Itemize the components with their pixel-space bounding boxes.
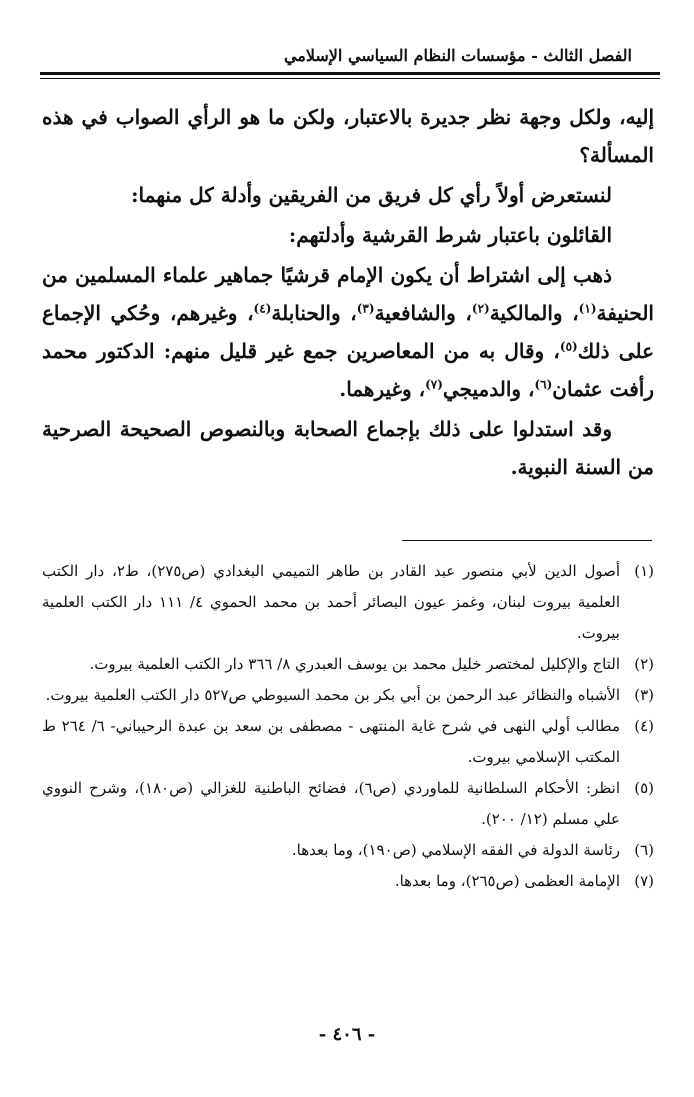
text-run: ، والحنابلة <box>271 301 357 325</box>
footnote-number: (٢) <box>634 655 654 673</box>
footnote-ref-7: (٧) <box>425 377 443 392</box>
text-run: ذهب إلى اشتراط أن يكون الإمام قرشيًا جماهير علماء المسلمين من الحنيفة <box>42 263 654 325</box>
text-run: ، والمالكية <box>489 301 579 325</box>
footnote-text: الإمامة العظمى (ص٢٦٥)، وما بعدها. <box>394 872 620 890</box>
footnote <box>42 835 654 866</box>
footnote-text: أصول الدين لأبي منصور عبد القادر بن طاهر التميمي البغدادي (ص٢٧٥)، ط٢، دار الكتب العلمية بيروت لبنان، وغمز عيون البصائر أحمد بن محمد الحموي ٤/ ١١١ دار الكتب العلمية بيروت. <box>42 562 620 642</box>
footnote-ref-5: (٥) <box>559 339 578 354</box>
paragraph-scholars <box>42 256 654 408</box>
footnote-ref-6: (٦) <box>534 377 553 392</box>
text-run: ، وقال به من المعاصرين جمع غير قليل منهم: الدكتور محمد رأفت عثمان <box>42 339 654 401</box>
footnote <box>42 866 654 897</box>
footnote <box>42 649 654 680</box>
footnote <box>42 773 654 835</box>
section-heading: القائلون باعتبار شرط القرشية وأدلتهم: <box>288 223 612 247</box>
footnote-ref-4: (٤) <box>253 301 272 316</box>
main-text <box>42 98 654 486</box>
paragraph-continuation: إليه، ولكل وجهة نظر جديرة بالاعتبار، ولكن ما هو الرأي الصواب في هذه المسألة؟ <box>42 105 654 167</box>
footnote-ref-2: (٢) <box>471 301 490 316</box>
footnote-number: (٣) <box>634 686 654 704</box>
footnote-ref-1: (١) <box>578 301 597 316</box>
text-run: ، والدميجي <box>442 377 535 401</box>
footnote-number: (٥) <box>634 779 654 797</box>
footnotes <box>42 556 654 897</box>
footnote-number: (٦) <box>634 841 654 859</box>
footnote <box>42 556 654 649</box>
footnote-text: مطالب أولي النهى في شرح غاية المنتهى - مصطفى بن سعد بن عبدة الرحيباني- ٦/ ٢٦٤ ط المكتب الإسلامي بيروت. <box>42 717 620 766</box>
footnote-number: (٤) <box>634 717 654 735</box>
footnote <box>42 711 654 773</box>
paragraph-evidence: وقد استدلوا على ذلك بإجماع الصحابة وبالنصوص الصحيحة الصرحية من السنة النبوية. <box>42 417 654 479</box>
footnote <box>42 680 654 711</box>
header-rule <box>40 72 660 75</box>
text-run: ، وغيرهما. <box>339 377 426 401</box>
paragraph-intro: لنستعرض أولاً رأي كل فريق من الفريقين وأدلة كل منهما: <box>131 183 612 207</box>
footnote-text: الأشباه والنظائر عبد الرحمن بن أبي بكر بن محمد السيوطي ص٥٢٧ دار الكتب العلمية بيروت. <box>45 686 620 704</box>
footnote-text: رئاسة الدولة في الفقه الإسلامي (ص١٩٠)، وما بعدها. <box>291 841 620 859</box>
header-rule-secondary <box>40 78 660 79</box>
text-run: ، والشافعية <box>374 301 472 325</box>
footnote-text: انظر: الأحكام السلطانية للماوردي (ص٦)، فضائح الباطنية للغزالي (ص١٨٠)، وشرح النووي علي مسلم (١٢/ ٢٠٠). <box>42 779 620 828</box>
page-number: - ٤٠٦ - <box>318 1024 376 1045</box>
footnote-number: (١) <box>634 562 654 580</box>
footnote-text: التاج والإكليل لمختصر خليل محمد بن يوسف العبدري ٨/ ٣٦٦ دار الكتب العلمية بيروت. <box>89 655 620 673</box>
footnote-separator <box>402 540 652 541</box>
running-header: الفصل الثالث - مؤسسات النظام السياسي الإسلامي <box>283 46 632 65</box>
footnote-ref-3: (٣) <box>356 301 375 316</box>
footnote-number: (٧) <box>634 872 654 890</box>
text-run: ، وغيرهم، وحُكي الإجماع على ذلك <box>42 301 655 363</box>
